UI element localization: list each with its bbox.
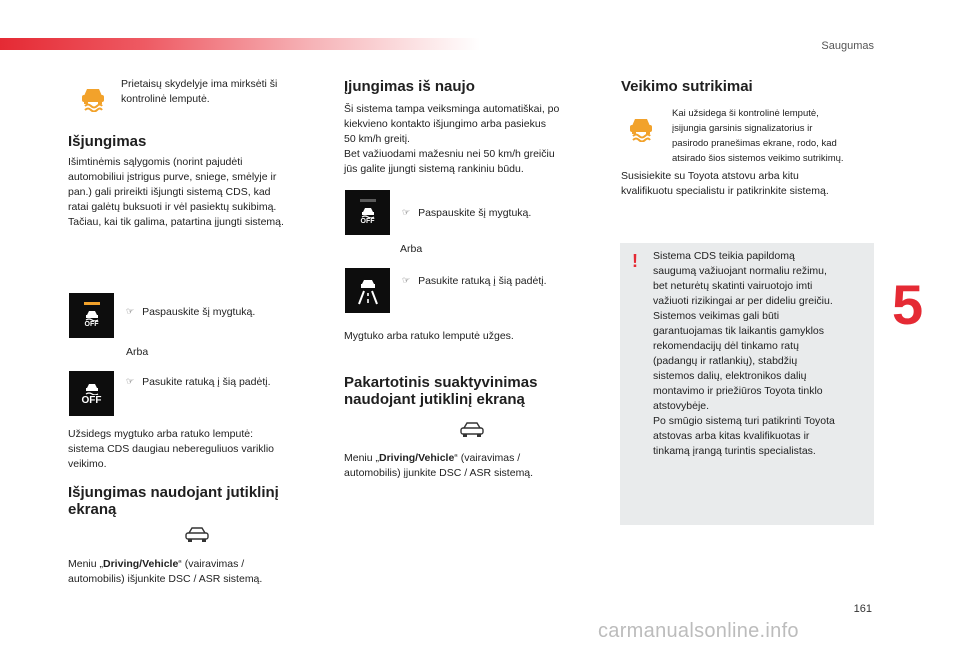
fault-heading: Veikimo sutrikimai <box>621 78 753 95</box>
or-label: Arba <box>400 243 423 255</box>
intro-text: Prietaisų skydelyje ima mirksėti ši kontrolinė lemputė. <box>121 78 278 105</box>
pointing-hand-icon: ☞ <box>402 276 411 286</box>
page-number: 161 <box>853 603 872 615</box>
disable-paragraph: Išimtinėmis sąlygomis (norint pajudėti automobiliui įstrigus purve, sniege, smėlyje ir pan.) gali prireikti išjungti sistemą CDS, kad ratai galėtų buksuoti ir vėl pasiektų sukibimą. Tačiau, kai tik galima, patartina įjungti sistemą. <box>68 156 284 228</box>
esp-off-button-icon: OFF <box>69 293 114 338</box>
lane-mode-dial-icon <box>345 268 390 313</box>
car-icon <box>459 421 485 444</box>
enable-heading: Įjungimas iš naujo <box>344 78 475 95</box>
pointing-hand-icon: ☞ <box>126 307 135 317</box>
car-icon <box>184 526 210 549</box>
skid-warning-icon <box>626 114 656 147</box>
enable-paragraph: Ši sistema tampa veiksminga automatiškai, po kiekvieno kontakto išjungimo arba pasiekus 50 km/h greitį. Bet važiuodami mažesniu nei 50 km/h greičiu jūs galite įjungti sistemą rankiniu būdu. <box>344 103 560 175</box>
disable-heading: Išjungimas <box>68 133 147 150</box>
skid-warning-icon <box>78 84 108 117</box>
pointing-hand-icon: ☞ <box>402 208 411 218</box>
step-press-button: ☞ Paspauskite šį mygtuką. <box>126 306 256 318</box>
step-turn-dial: ☞ Pasukite ratuką į šią padėtį. <box>402 275 547 287</box>
header-accent-bar <box>0 38 480 50</box>
disabled-result-text: Užsidegs mygtuko arba ratuko lemputė: sistema CDS daugiau nebereguliuos variklio veikimo. <box>68 428 275 470</box>
touchscreen-disable-heading: Išjungimas naudojant jutiklinį ekraną <box>68 484 279 518</box>
fault-description: Kai užsidega ši kontrolinė lemputė, įsijungia garsinis signalizatorius ir pasirodo pranešimas ekrane, rodo, kad atsirado šios sistemos veikimo sutrikimų. <box>672 108 844 164</box>
or-label: Arba <box>126 346 149 358</box>
touchscreen-enable-heading: Pakartotinis suaktyvinimas naudojant jutiklinį ekraną <box>344 374 538 408</box>
touchscreen-disable-text: Meniu „Driving/Vehicle“ (vairavimas / automobilis) išjunkite DSC / ASR sistemą. <box>68 558 263 585</box>
esp-off-button-icon: OFF <box>345 190 390 235</box>
drive-mode-dial-icon: OFF <box>69 371 114 416</box>
enabled-result-text: Mygtuko arba ratuko lemputė užges. <box>344 330 514 342</box>
warning-exclamation-icon: ! <box>632 251 638 271</box>
watermark: carmanualsonline.info <box>598 620 799 642</box>
warning-text: Sistema CDS teikia papildomą saugumą važiuojant normaliu režimu, bet neturėtų skatinti vairuotojo imti važiuoti rizikingai ar per dideliu greičiu. Sistemos veikimas gali būti garantuojamas tik laikantis gamyklos rekomendacijų dėl tinkamo ratų (padangų ir ratlankių), stabdžių sistemos dalių, elektronikos dalių montavimo ir priežiūros Toyota tinklo atstovybėje. Po smūgio sistemą turi patikrinti Toyota atstovas arba kitas kvalifikuotas ir tinkamą įrangą turintis specialistas. <box>653 250 835 457</box>
contact-dealer-text: Susisiekite su Toyota atstovu arba kitu kvalifikuotu specialistu ir patikrinkite sistemą. <box>621 170 829 197</box>
step-turn-dial: ☞ Pasukite ratuką į šią padėtį. <box>126 376 271 388</box>
touchscreen-enable-text: Meniu „Driving/Vehicle“ (vairavimas / automobilis) įjunkite DSC / ASR sistemą. <box>344 452 534 479</box>
section-title: Saugumas <box>821 40 874 52</box>
chapter-number: 5 <box>892 273 924 336</box>
step-press-button: ☞ Paspauskite šį mygtuką. <box>402 207 532 219</box>
pointing-hand-icon: ☞ <box>126 377 135 387</box>
